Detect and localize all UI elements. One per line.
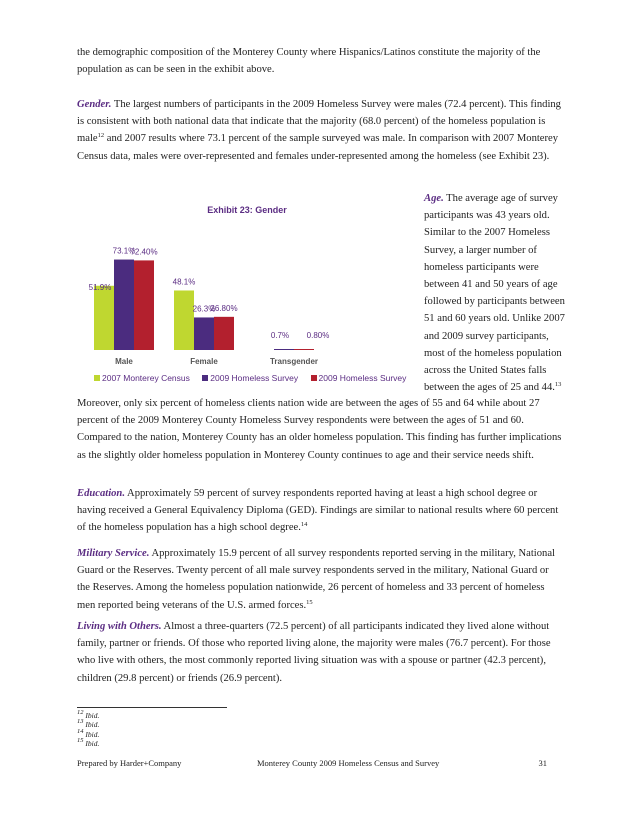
footnote-14: $^{14}$ Ibid. [77, 727, 100, 739]
gender-paragraph [77, 96, 563, 165]
living-text: Almost a three-quarters (72.5 percent) of all participants indicated they lived alone without family, partner or friends. Of those who reported living alone, the majority were males (76.7 percent). For those who live with others, the most commonly reported living situation was with a spouse or partner (42.3 percent), children (29.8 percent) or friends (26.9 percent). [77, 621, 551, 684]
bar-0-1 [114, 260, 134, 350]
education-lead: Education. [77, 488, 125, 499]
bar-1-2 [214, 317, 234, 350]
legend-item-2: 2009 Homeless Survey [311, 373, 407, 383]
bar-1-1 [194, 317, 214, 350]
bar-0-0 [94, 286, 114, 350]
footnote-ref-15[interactable]: 15 [306, 598, 313, 606]
chart-title: Exhibit 23: Gender [207, 205, 287, 215]
footer-title: Monterey County 2009 Homeless Census and Survey [257, 758, 440, 768]
footnote-12: $^{12}$ Ibid. [77, 709, 100, 720]
bar-1-0 [174, 290, 194, 350]
age-sidebar [424, 190, 570, 396]
data-label-2-2: 0.80% [306, 331, 330, 340]
gender-text-1: The largest numbers of participants in the 2009 Homeless Survey were males (72.4 percent). This finding is consistent with both national data that indicate that the majority (68.0 percent) of the homeless population is male [77, 99, 561, 145]
bar-2-1 [274, 349, 294, 350]
legend-swatch-0 [94, 375, 100, 381]
bar-0-2 [134, 260, 154, 350]
legend-swatch-1 [202, 375, 208, 381]
education-text: Approximately 59 percent of survey respondents reported having at least a high school degree or having received a General Equivalency Diploma (GED). Findings are similar to national results where 60 percent of the homeless population has a high school degree. [77, 488, 559, 534]
data-label-1-1: 26.3% [192, 304, 216, 314]
category-label-0: Male [115, 357, 133, 366]
intro-paragraph: the demographic composition of the Monterey County where Hispanics/Latinos constitute the majority of the population as can be seen in the exhibit above. [77, 47, 541, 76]
age-text: The average age of survey participants was 43 years old. Similar to the 2007 Homeless Survey, a larger number of homeless participants were between 41 and 50 years of age followed by participants between 51 and 60 years old. Unlike 2007 and 2009 survey participants, most of the homeless population across the United States falls between the ages of 25 and 44. [424, 193, 565, 394]
chart-legend [94, 373, 416, 383]
gender-text-2: and 2007 results where 73.1 percent of the sample surveyed was male. In comparison with 2007 Monterey Census data, males were over-represented and females under-represented among the homeless (see Exhibit 23). [77, 133, 559, 162]
gender-lead: Gender. [77, 99, 112, 110]
legend-swatch-2 [311, 375, 317, 381]
age-lead: Age. [424, 193, 444, 204]
military-text: Approximately 15.9 percent of all survey respondents reported serving in the military, National Guard or the Reserves. Twenty percent of all male survey respondents served in the military, National Guard or the Reserves. Among the homeless population nationwide, 26 percent of homeless and 33 percent of homeless men reported being veterans of the U.S. armed forces. [77, 548, 555, 611]
data-label-1-2: 26.80% [210, 303, 238, 313]
category-label-2: Transgender [269, 357, 319, 366]
footnote-ref-13[interactable]: 13 [554, 381, 562, 389]
data-label-2-1: 0.7% [270, 331, 290, 340]
military-lead: Military Service. [77, 548, 150, 559]
age-continuation: Moreover, only six percent of homeless clients nation wide are between the ages of 55 and 64 while about 27 percent of the 2009 Monterey County Homeless Survey respondents were between the ages of 51 and 60. Compared to the nation, Monterey County has an older homeless population. This finding has further implications as the slightly older homeless population in Monterey County continues to age and their service needs shift. [77, 398, 562, 461]
footnote-13: $^{13}$ Ibid. [77, 718, 100, 730]
data-label-0-2: 72.40% [130, 247, 158, 257]
footnotes [77, 711, 99, 749]
living-lead: Living with Others. [77, 621, 162, 632]
living-paragraph [77, 618, 563, 687]
footnote-ref-12[interactable]: 12 [97, 132, 105, 140]
legend-item-0: 2007 Monterey Census [94, 373, 190, 383]
data-label-1-0: 48.1% [172, 277, 196, 287]
page-number: 31 [538, 758, 547, 768]
chart-plot [82, 195, 412, 375]
bar-2-2 [294, 349, 314, 350]
footnote-divider [77, 707, 227, 708]
data-label-0-0: 51.9% [88, 282, 112, 292]
category-label-1: Female [190, 357, 218, 366]
footer-prepared-by: Prepared by Harder+Company [77, 758, 182, 768]
footnote-ref-14[interactable]: 14 [300, 521, 308, 529]
military-paragraph [77, 545, 563, 614]
footnote-15: $^{15}$ Ibid. [77, 737, 100, 749]
data-label-0-1: 73.1% [112, 246, 136, 256]
legend-item-1: 2009 Homeless Survey [202, 373, 298, 383]
education-paragraph [77, 485, 563, 537]
gender-chart [82, 195, 412, 390]
